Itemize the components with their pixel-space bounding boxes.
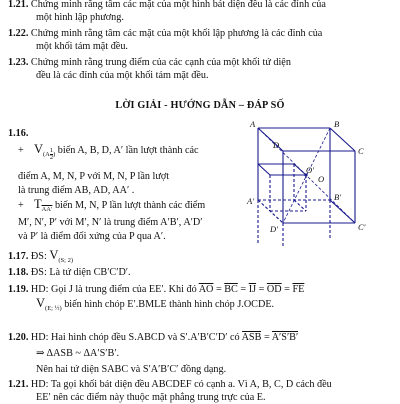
exercise-1-21 — [8, 0, 326, 11]
solution-text: biến A, B, D, A′ lần lượt thành các — [57, 145, 199, 156]
solution-number: 1.17. — [8, 251, 29, 262]
translation-symbol: T — [33, 197, 42, 211]
solution-number: 1.18. — [8, 267, 29, 278]
section-title: LỜI GIẢI - HƯỚNG DẪN – ĐÁP SỐ — [115, 100, 285, 111]
label-o: O — [318, 174, 325, 184]
exercise-number: 1.22. — [8, 28, 29, 39]
label-c-prime: C′ — [358, 222, 366, 232]
solution-number: 1.16. — [8, 128, 29, 139]
solution-1-21 — [8, 378, 332, 391]
vector-od: $\overline{OD}$ — [266, 284, 282, 295]
solution-1-19 — [8, 283, 304, 296]
exercise-text: Chứng minh rằng tâm các mặt của một hình bát diện đều là các đỉnh của — [30, 0, 326, 10]
solution-text: ĐS: — [30, 251, 47, 262]
solution-1-16-number — [8, 127, 28, 140]
solution-1-16-line6 — [18, 230, 166, 243]
solution-1-20-line3 — [36, 363, 226, 376]
solution-text: HD: Gọi J là trung điểm của EE′. Khi đó — [30, 284, 197, 295]
solution-text: là trung điểm AB, AD, AA′ . — [18, 185, 135, 196]
solution-1-16-line3 — [18, 184, 134, 197]
exercise-1-21-cont — [36, 11, 124, 24]
solution-text: và P′ là điểm đối xứng của P qua A′. — [18, 231, 166, 242]
subscript-base: (A — [42, 151, 50, 158]
vector-bc: $\overline{BC}$ — [224, 284, 238, 295]
exercise-1-22 — [8, 27, 322, 40]
bullet: + — [18, 145, 24, 156]
homothety-symbol: V — [33, 142, 43, 156]
translation-subscript: AA′ — [41, 206, 53, 213]
exercise-text: Chứng minh rằng tâm các mặt của một khối lập phương là các đỉnh của — [30, 28, 323, 39]
small-edge — [294, 164, 306, 175]
exercise-text: đều là các đỉnh của một khối tám mặt đều. — [36, 70, 209, 81]
label-c: C — [358, 146, 364, 156]
solution-1-17 — [8, 249, 73, 267]
solution-1-21-line2 — [36, 391, 266, 404]
label-d: D — [273, 140, 280, 150]
solution-1-16-line1 — [18, 143, 199, 162]
equals-sign: = — [215, 284, 222, 295]
fraction-denominator: 2 — [49, 154, 54, 162]
angle-asb: ASB — [241, 332, 262, 343]
vector-ij: $\overline{IJ}$ — [248, 284, 257, 295]
small-edge — [294, 200, 306, 211]
solution-1-18 — [8, 266, 131, 279]
bullet: + — [18, 200, 24, 211]
label-b: B — [334, 119, 340, 129]
solution-number: 1.20. — [8, 332, 29, 343]
exercise-1-22-cont — [36, 40, 128, 53]
homothety-symbol: V — [36, 296, 46, 310]
equals-sign: = — [258, 284, 265, 295]
homothety-subscript: (S; 2) — [58, 257, 73, 264]
solution-1-16-line5 — [18, 216, 203, 229]
solution-text: EE′ nên các điểm này thuộc mặt phẳng trung trực của E. — [36, 392, 266, 403]
edge-bc — [330, 128, 355, 151]
exercise-1-23-cont — [36, 69, 209, 82]
solution-text: điểm A, M, N, P với M, N, P lần lượt — [18, 171, 170, 182]
solution-1-19-line2 — [36, 297, 274, 315]
solution-1-16-line4 — [18, 198, 205, 216]
label-d-prime: D′ — [270, 224, 278, 234]
label-a-prime: A′ — [247, 196, 255, 206]
solution-1-16-line2 — [18, 170, 169, 183]
vector-ao: $\overline{AO}$ — [198, 284, 214, 295]
solution-text: ⇒ ΔASB ~ ΔA′S′B′. — [36, 348, 120, 359]
solution-number: 1.21. — [8, 379, 29, 390]
label-o-prime: O′ — [306, 165, 314, 175]
exercise-number: 1.21. — [8, 0, 29, 10]
equals-sign: = — [284, 284, 290, 295]
solution-1-20-line2 — [36, 347, 119, 360]
solution-text: Nên hai tứ diện SABC và S′A′B′C′ đồng dạng. — [36, 364, 227, 375]
fraction-numerator: 1 — [49, 146, 54, 154]
label-b-prime: B′ — [334, 192, 342, 202]
subscript-close: ) — [53, 151, 56, 158]
equals-sign: = — [240, 284, 247, 295]
homothety-subscript: (E; ½) — [45, 305, 62, 312]
solution-text: ĐS: Là tứ diện CB′C′D′. — [30, 267, 131, 278]
exercise-number: 1.23. — [8, 57, 29, 68]
label-a: A — [250, 119, 256, 129]
equals-sign: = — [263, 332, 270, 343]
homothety-symbol: V — [49, 248, 59, 262]
solution-text: biến hình chóp E′.BMLE thành hình chóp J.OCDE. — [64, 299, 275, 310]
angle-a-s-b-prime: A′S′B′ — [271, 332, 299, 343]
exercise-text: một hình lập phương. — [36, 12, 124, 23]
solution-text: biến M, N, P lần lượt thành các điểm — [54, 200, 206, 211]
exercise-text: Chứng minh rằng trung điểm của các cạnh của một khối tứ diện — [30, 57, 291, 68]
solution-text: HD: Ta gọi khối bát diện đều ABCDEF có cạnh a. Vì A, B, C, D cách đều — [30, 379, 332, 390]
exercise-text: một khối tám mặt đều. — [36, 41, 128, 52]
solution-number: 1.19. — [8, 284, 29, 295]
solution-text: HD: Hai hình chóp đều S.ABCD và S′.A′B′C′D′ có — [30, 332, 240, 343]
solution-text: M′, N′, P′ với M′, N′ là trung điểm A′B′, A′D′ — [18, 217, 203, 228]
cube-figure — [242, 118, 400, 252]
vector-fe: $\overline{FE}$ — [292, 284, 305, 295]
exercise-1-23 — [8, 56, 291, 69]
solution-1-20 — [8, 331, 298, 344]
small-edge — [258, 164, 270, 175]
